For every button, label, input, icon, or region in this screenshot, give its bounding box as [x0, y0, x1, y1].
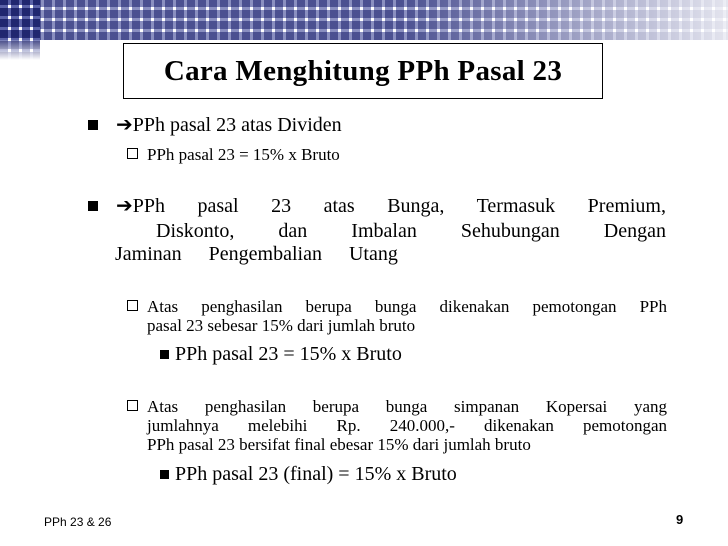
title-box	[123, 43, 603, 99]
square-bullet-icon	[160, 470, 169, 479]
hollow-square-bullet-icon	[127, 148, 138, 159]
bullet-heading: PPh pasal 23 atas Dividen	[132, 114, 342, 136]
corner-pattern	[0, 0, 40, 60]
formula-text: PPh pasal 23 = 15% x Bruto	[175, 343, 402, 365]
square-bullet-icon	[88, 120, 98, 130]
sub-bullet-text: PPh pasal 23 = 15% x Bruto	[147, 145, 340, 164]
header-pattern	[0, 0, 728, 40]
bullet-bunga	[88, 195, 668, 265]
sub-bullet-line-1: Atas penghasilan berupa bunga dikenakan pemotongan PPh	[147, 297, 667, 316]
arrow-icon: ➔	[116, 195, 133, 217]
bullet-heading-line-1: PPh pasal 23 atas Bunga, Termasuk Premium,	[132, 195, 666, 217]
sub-bullet-line-2: jumlahnya melebihi Rp. 240.000,- dikenakan pemotongan	[147, 416, 667, 435]
bullet-heading-line-2: Diskonto, dan Imbalan Sehubungan Dengan	[156, 220, 666, 242]
sub-bullet-line-2: pasal 23 sebesar 15% dari jumlah bruto	[147, 316, 416, 335]
sub-bullet-line-1: Atas penghasilan berupa bunga simpanan Kopersai yang	[147, 397, 667, 416]
square-bullet-icon	[88, 201, 98, 211]
footer-label: PPh 23 & 26	[44, 515, 112, 529]
page-number: 9	[676, 512, 684, 527]
hollow-square-bullet-icon	[127, 400, 138, 411]
bullet-heading-line-3: Jaminan Pengembalian Utang	[115, 243, 398, 265]
sub-bullet-line-3: PPh pasal 23 bersifat final ebesar 15% dari jumlah bruto	[147, 435, 531, 454]
slide-title: Cara Menghitung PPh Pasal 23	[163, 54, 563, 87]
arrow-icon: ➔	[116, 114, 133, 136]
hollow-square-bullet-icon	[127, 300, 138, 311]
square-bullet-icon	[160, 350, 169, 359]
formula-text: PPh pasal 23 (final) = 15% x Bruto	[175, 463, 457, 485]
